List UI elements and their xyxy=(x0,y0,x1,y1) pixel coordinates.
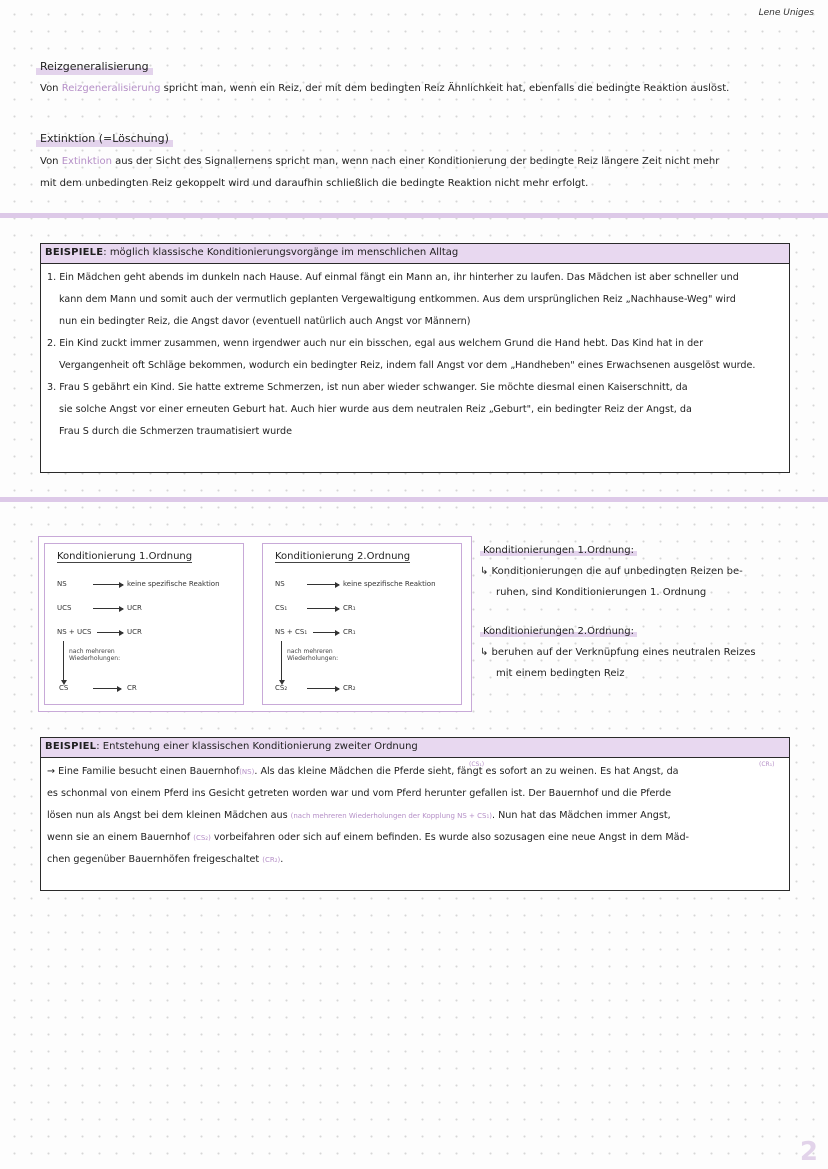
arrow-down xyxy=(281,641,282,683)
arrow xyxy=(97,632,123,633)
separator xyxy=(0,497,828,502)
annotation: (CS₁) xyxy=(469,761,485,768)
list-item: 3. Frau S gebährt ein Kind. Sie hatte extreme Schmerzen, ist nun aber wieder schwanger. Sie möchte diesmal einen Kaiserschnitt, da xyxy=(47,382,688,393)
example-box xyxy=(40,737,790,891)
term-highlight: Extinktion xyxy=(61,156,112,167)
list-item: 1. Ein Mädchen geht abends im dunkeln nach Hause. Auf einmal fängt ein Mann an, ihr hinterher zu laufen. Das Mädchen ist aber schneller und xyxy=(47,272,739,283)
list-item: sie solche Angst vor einer erneuten Geburt hat. Auch hier wurde aus dem neutralen Reiz „Geburt", ein bedingter Reiz der Angst, da xyxy=(59,404,692,415)
separator xyxy=(0,213,828,218)
section-reizgeneralisierung xyxy=(36,55,153,75)
annotation: (CS₂) xyxy=(193,834,211,842)
examples-list xyxy=(41,264,789,447)
diagram-first-order: Konditionierung 1.Ordnung NS keine spezifische Reaktion UCS UCR NS + UCS UCR nach mehreren Wiederholungen: CS CR xyxy=(44,543,244,705)
diagram-title: Konditionierung 1.Ordnung xyxy=(57,551,193,562)
arrow xyxy=(93,584,123,585)
arrow xyxy=(307,608,339,609)
box-header: BEISPIELE: möglich klassische Konditionierungsvorgänge im menschlichen Alltag xyxy=(41,244,789,264)
annotation: (CR₂) xyxy=(262,856,281,864)
annotation: (NS) xyxy=(239,768,255,776)
section-text: Von Extinktion aus der Sicht des Signallernens spricht man, wenn nach einer Konditionierung der bedingte Reiz längere Zeit nicht mehr mit dem unbedingten Reiz gekoppelt wird und daraufhin schließlich die bedingte Reaktion nicht mehr erfolgt. xyxy=(40,156,720,189)
arrow xyxy=(307,688,339,689)
section-heading: Reizgeneralisierung xyxy=(36,59,153,75)
box-header: BEISPIEL: Entstehung einer klassischen Konditionierung zweiter Ordnung xyxy=(41,738,789,758)
diagram-second-order: Konditionierung 2.Ordnung NS keine spezifische Reaktion CS₁ CR₁ NS + CS₁ CR₁ nach mehreren Wiederholungen: CS₂ CR₂ xyxy=(262,543,462,705)
example-text: (CS₁) (CR₁) → Eine Familie besucht einen Bauernhof(NS). Als das kleine Mädchen die Pferde sieht, fängt es sofort an zu weinen. Es hat Angst, da es schonmal von einem Pferd ins Gesicht getreten worden war und vom Pferd herunter gefallen ist. Der Bauernhof und die Pferde lösen nun als Angst bei dem kleinen Mädchen aus (nach mehreren Wiederholungen der Kopplung NS + CS₁). Nun hat das Mädchen immer Angst, wenn sie an einem Bauernhof (CS₂) vorbeifahren oder sich auf einem befinden. Es wurde also sozusagen eine neue Angst in dem Mäd- chen gegenüber Bauernhöfen freigeschaltet (CR₂). xyxy=(41,758,789,875)
list-item: 2. Ein Kind zuckt immer zusammen, wenn irgendwer auch nur ein bisschen, egal aus welchem Grund die Hand hebt. Das Kind hat in der xyxy=(47,338,704,349)
annotation: (CR₁) xyxy=(759,761,775,768)
arrow xyxy=(93,688,121,689)
list-item: nun ein bedingter Reiz, die Angst davor (eventuell natürlich auch Angst vor Männern) xyxy=(59,316,471,327)
term-highlight: Reizgeneralisierung xyxy=(61,83,161,94)
arrow xyxy=(93,608,123,609)
section-heading: Extinktion (=Löschung) xyxy=(36,131,173,147)
author-signature: Lene Uniges xyxy=(758,8,814,18)
definition-heading: Konditionierungen 2.Ordnung: xyxy=(480,626,637,637)
section-extinktion xyxy=(36,127,173,147)
arrow xyxy=(307,584,339,585)
page-number: 2 xyxy=(799,1137,818,1167)
examples-box xyxy=(40,243,790,473)
definitions: Konditionierungen 1.Ordnung: ↳ Konditionierungen die auf unbedingten Reizen be- ruhen, sind Konditionierungen 1. Ordnung Konditionierungen 2.Ordnung: ↳ beruhen auf der Verknüpfung eines neutralen Reizes mit einem bedingten Reiz xyxy=(480,545,756,679)
diagram-title: Konditionierung 2.Ordnung xyxy=(275,551,411,562)
arrow xyxy=(313,632,339,633)
arrow-down xyxy=(63,641,64,683)
section-text: Von Reizgeneralisierung spricht man, wenn ein Reiz, der mit dem bedingten Reiz Ähnlichkeit hat, ebenfalls die bedingte Reaktion auslöst. xyxy=(40,83,730,94)
definition-heading: Konditionierungen 1.Ordnung: xyxy=(480,545,637,556)
list-item: Vergangenheit oft Schläge bekommen, wodurch ein bedingter Reiz, indem fall Angst vor dem „Handheben" eines Erwachsenen ausgelöst wurde. xyxy=(59,360,756,371)
annotation: (nach mehreren Wiederholungen der Kopplung NS + CS₁) xyxy=(290,812,492,820)
list-item: kann dem Mann und somit auch der vermutlich geplanten Vergewaltigung entkommen. Aus dem ursprünglichen Reiz „Nachhause-Weg" wird xyxy=(59,294,736,305)
list-item: Frau S durch die Schmerzen traumatisiert wurde xyxy=(59,426,292,437)
